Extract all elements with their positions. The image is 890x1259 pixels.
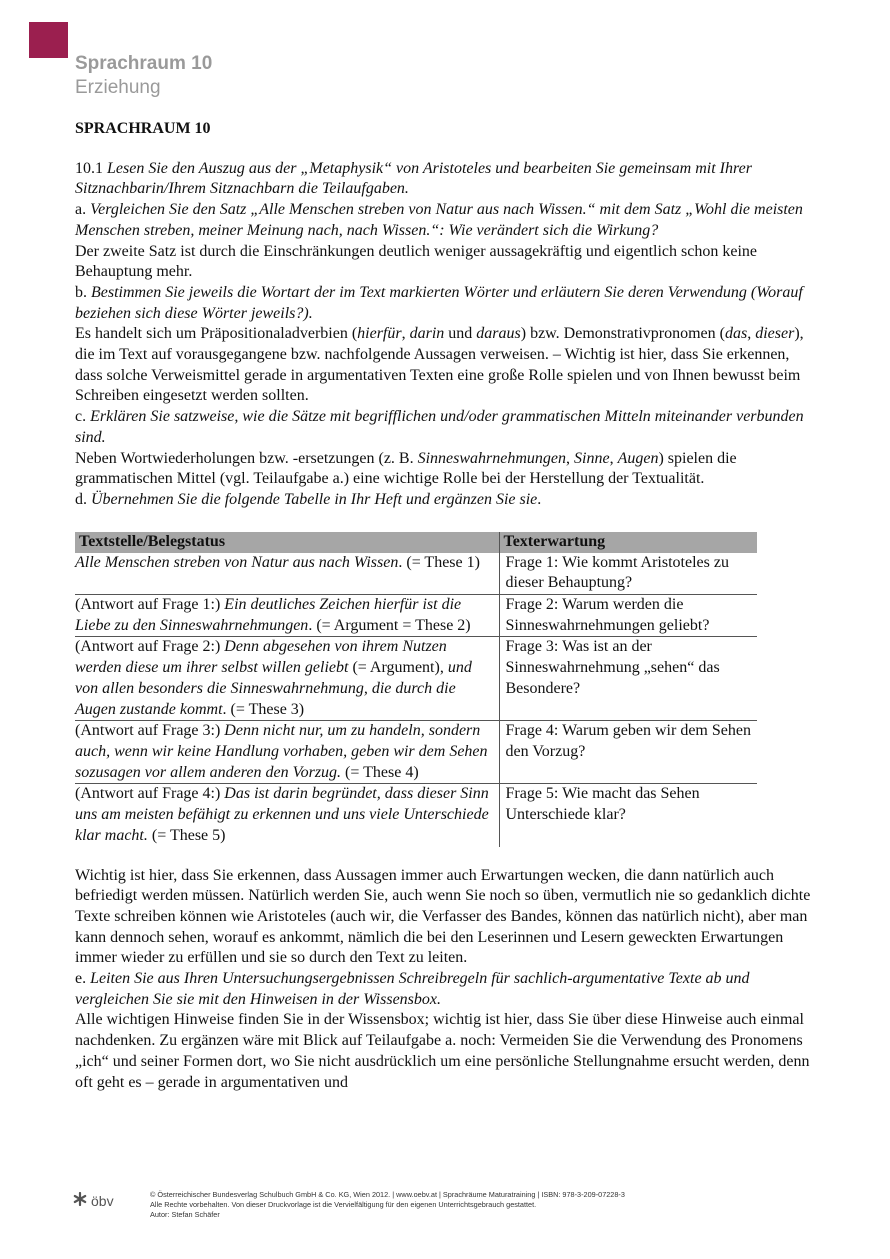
quote-text: Alle Menschen streben von Natur aus nach Wissen (75, 553, 399, 571)
quote-text: Denn abgesehen von ihrem Nutzen werden diese um ihrer selbst willen geliebt (75, 638, 447, 677)
table-cell-textstelle (75, 637, 499, 721)
table-row (75, 721, 757, 784)
brand-square-logo (29, 22, 68, 58)
term-daraus: daraus (476, 325, 521, 343)
status-text: . (= Argument = These 2) (308, 616, 471, 634)
task-b-answer-part: Es handelt sich um Präpositionaladverbien ( (75, 325, 358, 343)
task-c-label: c. (75, 408, 87, 426)
footer-line-copyright: © Österreichischer Bundesverlag Schulbuch GmbH & Co. KG, Wien 2012. | www.oebv.at | Sprachräume Maturatraining | ISBN: 978-3-209-07228-3 (150, 1190, 625, 1199)
term-das: das (724, 325, 748, 343)
task-d-period: . (537, 490, 542, 508)
table-row (75, 553, 757, 595)
task-e-answer: Alle wichtigen Hinweise finden Sie in der Wissensbox; wichtig ist hier, dass Sie über diese Hinweise auch einmal nachdenken. Zu ergänzen wäre mit Blick auf Teilaufgabe a. noch: Vermeiden Sie die Verwendung des Pronomens „ich“ und seiner Formen dort, wo Sie nicht ausdrücklich um eine persönliche Stellungnahme ersucht werden, denn oft geht es – gerade in argumentativen und (75, 1011, 810, 1091)
obv-star-icon (73, 1192, 87, 1209)
table-cell-texterwartung: Frage 1: Wie kommt Aristoteles zu dieser Behauptung? (499, 553, 757, 595)
task-a-answer: Der zweite Satz ist durch die Einschränkungen deutlich weniger aussagekräftig und eigentlich schon keine Behauptung mehr. (75, 242, 757, 281)
table-cell-texterwartung: Frage 5: Wie macht das Sehen Unterschiede klar? (505, 785, 700, 824)
status-text: (= Argument), (348, 659, 448, 677)
term-augen: Augen (617, 449, 659, 467)
task-number: 10.1 (75, 159, 103, 177)
header-title: Sprachraum 10 (75, 53, 213, 74)
separator: , (609, 449, 618, 467)
task-b-question-text: Bestimmen Sie jeweils die Wortart der im Text markierten Wörter und erläutern Sie deren Verwendung (Worauf beziehen sich diese Wörter jeweils?). (75, 283, 803, 322)
table-row (75, 637, 757, 721)
task-d-question (75, 490, 815, 511)
publisher-logo-text: öbv (91, 1192, 114, 1209)
footer-line-author: Autor: Stefan Schäfer (150, 1210, 220, 1219)
task-c-question-text: Erklären Sie satzweise, wie die Sätze mit begrifflichen und/oder grammatischen Mitteln miteinander verbunden sind. (75, 408, 804, 446)
table-row (75, 784, 757, 847)
task-b-question (75, 283, 815, 324)
term-sinneswahrnehmungen: Sinneswahrnehmungen (417, 449, 567, 467)
task-intro-text: Lesen Sie den Auszug aus der „Metaphysik“ von Aristoteles und bearbeiten Sie gemeinsam mit Ihrer Sitznachbarin/Ihrem Sitznachbarn die Teilaufgaben. (75, 159, 752, 198)
task-a-question (75, 200, 815, 241)
table-cell-textstelle (75, 595, 499, 637)
argument-table (75, 532, 757, 847)
quote-text: Denn nicht nur, um zu handeln, sondern auch, wenn wir keine Handlung vorhaben, geben wir dem Sehen sozusagen vor allem anderen den Vorzug. (75, 722, 488, 781)
task-e-question-text: Leiten Sie aus Ihren Untersuchungsergebnissen Schreibregeln für sachlich-argumentative Texte ab und vergleichen Sie sie mit den Hinweisen in der Wissensbox. (75, 970, 750, 1008)
task-e-question (75, 969, 815, 1010)
quote-text: Ein deutliches Zeichen hierfür ist die Liebe zu den Sinneswahrnehmungen (75, 596, 462, 634)
separator: , (401, 325, 410, 343)
answer-prefix: (Antwort auf Frage 2:) (75, 638, 225, 656)
task-c-question (75, 407, 815, 448)
answer-prefix: (Antwort auf Frage 3:) (75, 722, 225, 740)
answer-prefix: (Antwort auf Frage 1:) (75, 596, 225, 614)
table-cell-textstelle (75, 784, 499, 847)
term-darin: darin (409, 325, 445, 343)
table-header-texterwartung: Texterwartung (499, 532, 757, 553)
quote-text: und von allen besonders die Sinneswahrnehmung, die durch die Augen zustande kommt (75, 659, 472, 718)
table-cell-texterwartung: Frage 2: Warum werden die Sinneswahrnehmungen geliebt? (499, 595, 757, 637)
footer-legal (150, 1190, 625, 1220)
table-header-textstelle: Textstelle/Belegstatus (75, 532, 499, 553)
status-text: (= These 4) (341, 763, 419, 781)
table-cell-texterwartung: Frage 3: Was ist an der Sinneswahrnehmung „sehen“ das Besondere? (499, 637, 757, 721)
table-header-row (75, 532, 757, 553)
task-c-answer-part: Neben Wortwiederholungen bzw. -ersetzungen (z. B. (75, 449, 418, 467)
task-b-label: b. (75, 283, 87, 301)
task-c-answer-part: ) spielen die grammatischen Mittel (vgl. Teilaufgabe a.) eine wichtige Rolle bei der Herstellung der Textualität. (75, 449, 737, 488)
separator: und (444, 325, 477, 343)
task-a-question-text: Vergleichen Sie den Satz „Alle Menschen streben von Natur aus nach Wissen.“ mit dem Satz „Wohl die meisten Menschen streben, meiner Meinung nach, nach Wissen.“: Wie verändert sich die Wirkung? (75, 201, 803, 239)
task-intro (75, 159, 815, 200)
term-dieser: dieser (755, 325, 795, 343)
term-sinne: Sinne (574, 449, 610, 467)
status-text: . (= These 3) (222, 700, 305, 718)
publisher-logo (73, 1192, 114, 1209)
task-b-answer-part: ) bzw. Demonstrativpronomen ( (520, 325, 725, 343)
task-b-answer-part: ), die im Text auf vorausgegangene bzw. nachfolgende Aussagen verweisen. – Wichtig ist hier, dass Sie erkennen, dass solche Verweismittel gerade in argumentativen Texten eine große Rolle spielen und von Ihnen bewusst beim Schreiben eingesetzt werden sollten. (75, 325, 804, 405)
table-row (75, 595, 757, 637)
section-title: SPRACHRAUM 10 (75, 120, 211, 137)
document-body (75, 119, 815, 1093)
status-text: (= These 5) (147, 826, 226, 844)
term-hierfuer: hierfür (357, 325, 402, 343)
task-a-label: a. (75, 201, 87, 219)
table-cell-texterwartung: Frage 4: Warum geben wir dem Sehen den Vorzug? (499, 721, 757, 784)
table-cell-textstelle (75, 721, 499, 784)
task-d-question-text: Übernehmen Sie die folgende Tabelle in Ihr Heft und ergänzen Sie sie (91, 490, 538, 508)
footer-line-rights: Alle Rechte vorbehalten. Von dieser Druckvorlage ist die Vervielfältigung für den eigenen Unterrichtsgebrauch gestattet. (150, 1200, 537, 1209)
task-c-answer (75, 449, 815, 490)
task-e-label: e. (75, 970, 87, 988)
separator: , (566, 449, 575, 467)
after-table-paragraph: Wichtig ist hier, dass Sie erkennen, dass Aussagen immer auch Erwartungen wecken, die dann natürlich auch befriedigt werden müssen. Natürlich werden Sie, auch wenn Sie noch so üben, vermutlich nie so gedanklich dichte Texte schreiben können wie Aristoteles (auch wir, die Verfasser des Bandes, können das natürlich nicht), aber man kann dennoch sehen, worauf es ankommt, nämlich die bei den Leserinnen und Lesern geweckten Erwartungen immer wieder zu erfüllen und sie so durch den Text zu leiten. (75, 866, 811, 967)
quote-text: Das ist darin begründet, dass dieser Sinn uns am meisten befähigt zu erkennen und uns viele Unterschiede klar macht. (75, 785, 489, 844)
separator: , (747, 325, 756, 343)
answer-prefix: (Antwort auf Frage 4:) (75, 785, 225, 803)
task-d-label: d. (75, 490, 87, 508)
table-cell-textstelle (75, 553, 499, 595)
status-text: . (= These 1) (398, 553, 480, 571)
task-b-answer (75, 324, 815, 407)
header-subtitle: Erziehung (75, 77, 161, 98)
